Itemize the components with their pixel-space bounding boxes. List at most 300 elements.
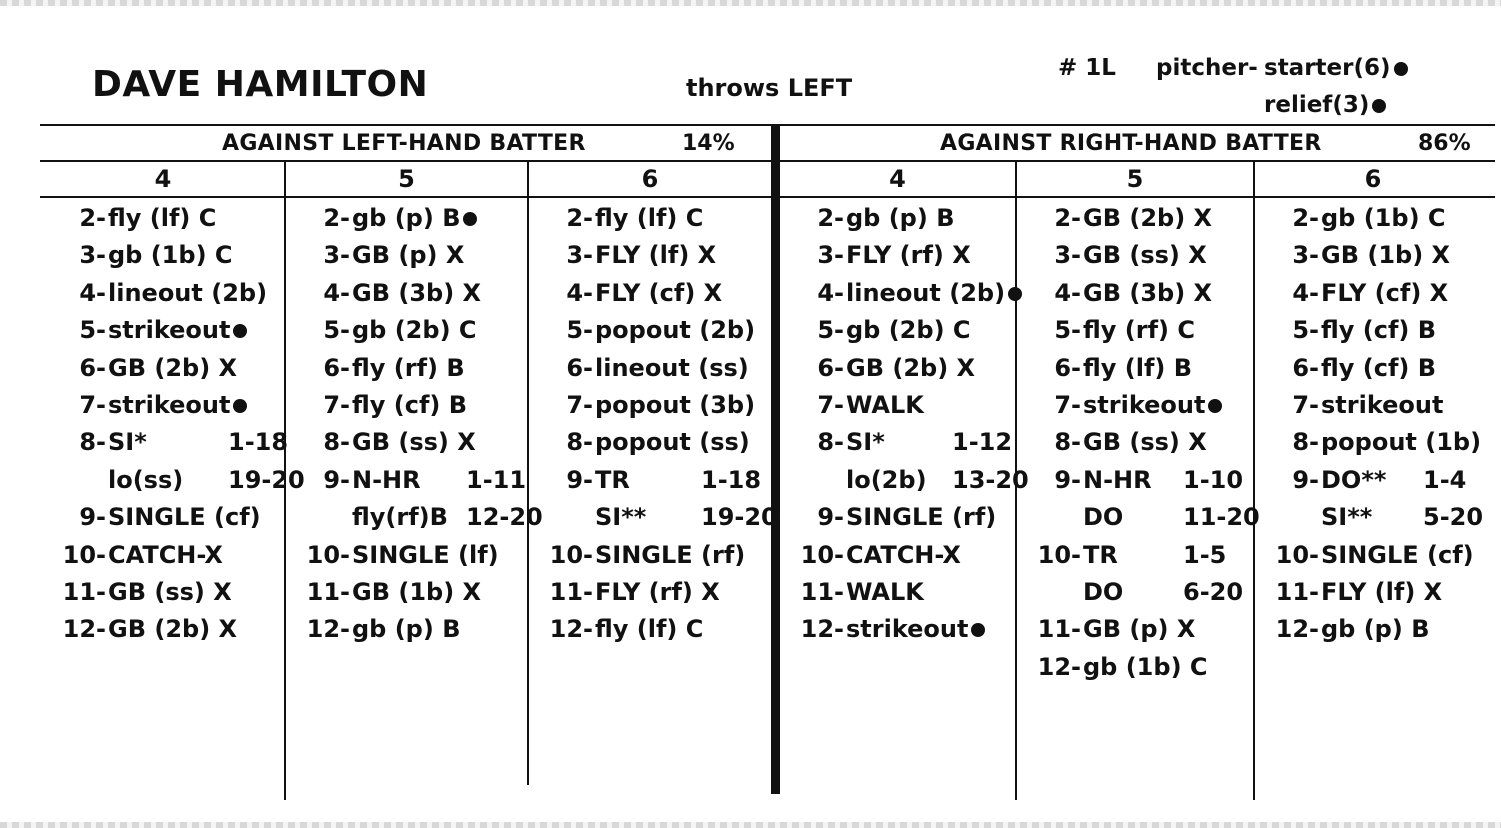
result-label: lo(2b): [846, 465, 927, 494]
result-label: FLY (lf) X: [1321, 577, 1443, 606]
dice-roll: 10-: [800, 540, 844, 569]
result-label: fly (lf) C: [108, 204, 217, 232]
result-entry: [1033, 424, 1251, 461]
result-text: [1083, 574, 1123, 611]
result-text: [846, 574, 924, 611]
result-text: [352, 574, 481, 611]
card-bottom-edge: [0, 822, 1501, 828]
result-entry: [302, 237, 524, 274]
result-text: [108, 200, 216, 237]
result-entry: [1271, 424, 1489, 461]
dice-roll: 6-: [1054, 353, 1081, 382]
dice-roll: 9-: [79, 503, 106, 532]
result-text: [595, 200, 703, 237]
result-entry: [545, 424, 767, 461]
result-label: popout (ss): [595, 428, 750, 457]
top-rule: [40, 124, 1495, 126]
result-label: gb (2b) C: [352, 316, 477, 345]
result-entry: [545, 499, 778, 536]
result-entry: [58, 611, 282, 648]
dice-roll: 11-: [800, 577, 844, 606]
dice-range: 1-5: [1183, 540, 1227, 569]
dice-roll: 5-: [1054, 316, 1081, 345]
result-entry: [1271, 387, 1489, 424]
result-label: fly (lf) B: [1083, 353, 1193, 382]
result-label: CATCH-X: [108, 540, 223, 569]
dot-icon: [233, 324, 247, 338]
dice-roll: 7-: [323, 390, 350, 419]
dot-icon: [1394, 62, 1408, 76]
result-text: [108, 237, 233, 274]
result-text: [108, 611, 237, 648]
dice-roll: 6-: [817, 353, 844, 382]
result-text: [352, 424, 476, 461]
result-entry: [58, 574, 282, 611]
result-label: lo(ss): [108, 465, 184, 494]
result-entry: [302, 611, 524, 648]
result-label: SINGLE (rf): [595, 540, 746, 569]
dice-roll: 11-: [1037, 615, 1081, 644]
dice-roll: 10-: [306, 540, 350, 569]
result-entry: [1033, 649, 1251, 686]
result-entry: [302, 574, 524, 611]
result-label: gb (1b) C: [108, 241, 233, 270]
result-label: SI**: [1321, 503, 1373, 532]
result-entry: [302, 387, 524, 424]
result-text: [352, 499, 448, 536]
dice-roll: 3-: [566, 241, 593, 270]
result-entry: [1033, 499, 1260, 536]
result-text: [1083, 350, 1192, 387]
dice-roll: 2-: [566, 204, 593, 232]
result-text: [352, 237, 464, 274]
result-text: [108, 275, 267, 312]
result-label: GB (ss) X: [108, 577, 232, 606]
dice-roll: 8-: [1292, 428, 1319, 457]
dice-roll: 9-: [323, 465, 350, 494]
dice-roll: 5-: [566, 316, 593, 345]
dice-roll: 9-: [817, 503, 844, 532]
result-entry: [796, 350, 1012, 387]
result-text: [595, 350, 749, 387]
right-section-percent: 86%: [1418, 131, 1471, 156]
result-entry: [545, 574, 767, 611]
dice-roll: 6-: [1292, 353, 1319, 382]
dice-roll: 2-: [323, 204, 350, 232]
result-text: [1321, 350, 1436, 387]
result-label: WALK: [846, 390, 924, 419]
result-entry: [1033, 611, 1251, 648]
starter-rating-text: starter(6): [1264, 55, 1391, 81]
result-label: CATCH-X: [846, 540, 961, 569]
result-label: lineout (ss): [595, 353, 749, 382]
result-label: fly (rf) C: [1083, 316, 1195, 345]
result-label: fly (cf) B: [1321, 316, 1437, 345]
result-entry: [545, 312, 767, 349]
result-label: popout (1b): [1321, 428, 1482, 457]
dice-roll: 4-: [1292, 278, 1319, 307]
dice-roll: 8-: [1054, 428, 1081, 457]
result-entry: [1271, 350, 1489, 387]
result-text: [846, 387, 924, 424]
result-label: strikeout: [108, 316, 231, 345]
result-entry: [796, 237, 1012, 274]
dot-icon: [463, 212, 477, 226]
result-entry: [796, 574, 1012, 611]
result-label: FLY (cf) X: [595, 278, 723, 307]
result-text: [1083, 499, 1123, 536]
dice-roll: 10-: [549, 540, 593, 569]
dice-range: 12-20: [466, 503, 543, 532]
result-text: [108, 462, 183, 499]
result-entry: [302, 462, 527, 499]
result-label: SI*: [108, 428, 147, 457]
dice-roll: 2-: [1292, 204, 1319, 232]
result-text: [352, 200, 477, 237]
dot-icon: [1208, 399, 1222, 413]
card-top-edge: [0, 0, 1501, 6]
dice-roll: 3-: [79, 241, 106, 270]
result-entry: [545, 462, 767, 499]
result-entry: [1271, 537, 1489, 574]
column-header: 5: [398, 165, 415, 193]
result-entry: [796, 275, 1012, 312]
result-column: [58, 200, 305, 649]
result-text: [1083, 200, 1212, 237]
dice-roll: 8-: [817, 428, 844, 457]
dice-roll: 8-: [566, 428, 593, 457]
result-entry: [302, 200, 524, 237]
dice-roll: 7-: [79, 390, 106, 419]
result-label: DO: [1083, 503, 1124, 532]
result-text: [108, 387, 247, 424]
result-text: [108, 312, 247, 349]
result-label: SINGLE (lf): [352, 540, 499, 569]
result-entry: [302, 312, 524, 349]
column-header: 6: [641, 165, 659, 193]
result-entry: [58, 537, 282, 574]
result-label: SI*: [846, 428, 885, 457]
result-label: DO: [1083, 577, 1124, 606]
dice-roll: 12-: [549, 615, 593, 644]
result-label: FLY (lf) X: [595, 241, 717, 270]
dice-roll: 12-: [62, 615, 106, 644]
result-text: [846, 499, 996, 536]
result-entry: [58, 387, 282, 424]
result-text: [595, 574, 720, 611]
column-divider: [1253, 160, 1255, 800]
result-label: FLY (rf) X: [846, 241, 971, 270]
result-entry: [58, 237, 282, 274]
result-text: [1321, 275, 1448, 312]
dice-roll: 11-: [306, 577, 350, 606]
dice-range: 11-20: [1183, 503, 1260, 532]
result-entry: [1033, 200, 1251, 237]
pitcher-label: pitcher-: [1156, 55, 1258, 81]
result-entry: [545, 350, 767, 387]
column-header: 4: [154, 165, 172, 193]
result-label: GB (3b) X: [1083, 278, 1213, 307]
result-label: strikeout: [846, 615, 969, 644]
result-label: FLY (rf) X: [595, 577, 720, 606]
result-text: [1321, 237, 1450, 274]
result-text: [1083, 424, 1207, 461]
dice-roll: 2-: [1054, 204, 1081, 232]
result-entry: [545, 200, 767, 237]
left-section-percent: 14%: [682, 131, 735, 156]
dice-roll: 5-: [817, 316, 844, 345]
relief-rating-text: relief(3): [1264, 92, 1370, 118]
dice-roll: 7-: [1054, 390, 1081, 419]
result-column: [1033, 200, 1260, 686]
dice-roll: 3-: [1054, 241, 1081, 270]
result-text: [846, 537, 961, 574]
result-entry: [1271, 312, 1489, 349]
result-entry: [1033, 387, 1251, 424]
player-name: DAVE HAMILTON: [92, 64, 429, 105]
result-column: [545, 200, 778, 649]
result-text: [108, 537, 223, 574]
dice-roll: 4-: [323, 278, 350, 307]
dice-roll: 6-: [323, 353, 350, 382]
result-entry: [545, 275, 767, 312]
dice-range: 1-12: [952, 428, 1013, 457]
result-label: GB (1b) X: [1321, 241, 1451, 270]
dice-range: 1-18: [228, 428, 289, 457]
result-text: [352, 462, 421, 499]
result-label: gb (p) B: [352, 615, 461, 644]
result-entry: [545, 237, 767, 274]
dice-roll: 10-: [1037, 540, 1081, 569]
result-label: SINGLE (cf): [108, 503, 261, 532]
result-label: TR: [595, 465, 630, 494]
result-entry: [58, 424, 289, 461]
dice-roll: 9-: [1054, 465, 1081, 494]
result-entry: [1033, 462, 1251, 499]
result-text: [595, 537, 745, 574]
dice-range: 1-4: [1423, 465, 1467, 494]
result-text: [595, 462, 630, 499]
result-label: GB (ss) X: [1083, 428, 1207, 457]
result-label: gb (p) B: [352, 204, 461, 232]
section-rule: [40, 160, 1495, 162]
result-entry: [1033, 237, 1251, 274]
result-text: [846, 350, 975, 387]
result-entry: [1271, 237, 1489, 274]
result-entry: [302, 275, 524, 312]
result-label: WALK: [846, 577, 924, 606]
result-entry: [58, 275, 282, 312]
dice-roll: 2-: [79, 204, 106, 232]
dice-range: 1-11: [466, 465, 527, 494]
result-text: [846, 237, 971, 274]
dice-range: 6-20: [1183, 577, 1244, 606]
result-label: strikeout: [1083, 390, 1206, 419]
result-label: fly (cf) B: [352, 390, 468, 419]
result-text: [846, 611, 985, 648]
result-entry: [302, 350, 524, 387]
result-text: [352, 350, 465, 387]
result-label: N-HR: [352, 465, 421, 494]
result-text: [846, 200, 954, 237]
result-text: [595, 424, 750, 461]
dice-roll: 12-: [1037, 652, 1081, 681]
result-column: [1271, 200, 1489, 649]
result-entry: [58, 462, 305, 499]
dice-roll: 10-: [1275, 540, 1319, 569]
result-text: [595, 312, 755, 349]
result-text: [352, 275, 481, 312]
result-text: [595, 499, 646, 536]
result-entry: [796, 462, 1029, 499]
result-text: [846, 275, 1022, 312]
result-entry: [1271, 574, 1489, 611]
result-entry: [545, 611, 767, 648]
column-divider: [527, 160, 529, 785]
result-entry: [796, 424, 1012, 461]
dice-range: 1-18: [701, 465, 762, 494]
result-entry: [58, 499, 282, 536]
result-label: gb (p) B: [846, 204, 955, 232]
column-header: 4: [889, 165, 906, 193]
result-column: [302, 200, 543, 649]
column-header: 6: [1364, 165, 1382, 193]
result-entry: [796, 537, 1012, 574]
dice-range: 19-20: [701, 503, 778, 532]
result-text: [846, 462, 927, 499]
dice-roll: 9-: [1292, 465, 1319, 494]
left-section-title: AGAINST LEFT-HAND BATTER: [222, 131, 586, 156]
result-entry: [1033, 574, 1251, 611]
dice-roll: 8-: [323, 428, 350, 457]
result-label: GB (ss) X: [1083, 241, 1207, 270]
result-text: [108, 424, 147, 461]
column-header-rule: [40, 196, 1495, 198]
result-entry: [1033, 312, 1251, 349]
result-text: [1321, 387, 1443, 424]
result-entry: [1033, 350, 1251, 387]
result-text: [1321, 499, 1372, 536]
dice-roll: 12-: [306, 615, 350, 644]
result-label: GB (2b) X: [108, 353, 238, 382]
result-label: GB (2b) X: [1083, 204, 1213, 232]
result-entry: [302, 424, 524, 461]
result-column: [796, 200, 1029, 649]
result-text: [1083, 387, 1222, 424]
dice-range: 5-20: [1423, 503, 1484, 532]
result-text: [1321, 611, 1429, 648]
dice-roll: 9-: [566, 465, 593, 494]
relief-rating: [1264, 92, 1386, 118]
result-entry: [302, 499, 543, 536]
result-label: strikeout: [1321, 390, 1444, 419]
result-text: [1321, 574, 1442, 611]
starter-rating: [1264, 55, 1408, 81]
dice-roll: 12-: [800, 615, 844, 644]
result-label: fly (lf) C: [595, 204, 704, 232]
dice-roll: 11-: [1275, 577, 1319, 606]
result-label: lineout (2b): [846, 278, 1006, 307]
result-text: [595, 237, 716, 274]
dice-roll: 11-: [549, 577, 593, 606]
result-text: [108, 350, 237, 387]
result-label: strikeout: [108, 390, 231, 419]
result-label: SINGLE (cf): [1321, 540, 1474, 569]
result-text: [352, 611, 460, 648]
dice-roll: 8-: [79, 428, 106, 457]
result-text: [846, 312, 971, 349]
result-entry: [796, 387, 1012, 424]
result-entry: [1271, 499, 1489, 536]
dice-roll: 4-: [1054, 278, 1081, 307]
result-text: [1321, 200, 1446, 237]
dice-roll: 3-: [1292, 241, 1319, 270]
result-text: [1083, 462, 1152, 499]
result-entry: [796, 312, 1012, 349]
result-text: [1083, 611, 1195, 648]
dice-roll: 6-: [79, 353, 106, 382]
result-text: [1083, 537, 1118, 574]
dice-roll: 10-: [62, 540, 106, 569]
result-entry: [796, 499, 1012, 536]
dice-roll: 7-: [817, 390, 844, 419]
result-entry: [1271, 462, 1489, 499]
card-number: # 1L: [1058, 55, 1116, 81]
dice-roll: 5-: [79, 316, 106, 345]
result-label: fly (rf) B: [352, 353, 465, 382]
result-entry: [796, 200, 1012, 237]
result-entry: [1033, 537, 1251, 574]
result-text: [846, 424, 885, 461]
result-label: popout (2b): [595, 316, 756, 345]
dot-icon: [1008, 287, 1022, 301]
result-label: SINGLE (rf): [846, 503, 997, 532]
result-text: [352, 537, 499, 574]
result-text: [1083, 649, 1208, 686]
result-text: [1083, 275, 1212, 312]
result-entry: [58, 350, 282, 387]
result-text: [1321, 462, 1386, 499]
result-label: GB (1b) X: [352, 577, 482, 606]
result-label: gb (1b) C: [1083, 652, 1208, 681]
right-section-title: AGAINST RIGHT-HAND BATTER: [940, 131, 1322, 156]
result-entry: [1271, 611, 1489, 648]
dice-roll: 4-: [817, 278, 844, 307]
result-entry: [58, 312, 282, 349]
result-text: [595, 611, 703, 648]
result-label: gb (2b) C: [846, 316, 971, 345]
result-label: fly (cf) B: [1321, 353, 1437, 382]
dot-icon: [233, 399, 247, 413]
result-text: [108, 499, 261, 536]
result-label: fly (lf) C: [595, 615, 704, 644]
result-label: gb (p) B: [1321, 615, 1430, 644]
result-text: [1321, 537, 1474, 574]
dice-roll: 5-: [1292, 316, 1319, 345]
result-text: [1321, 424, 1481, 461]
result-text: [352, 312, 477, 349]
dice-roll: 5-: [323, 316, 350, 345]
result-label: GB (p) X: [1083, 615, 1196, 644]
result-label: GB (ss) X: [352, 428, 476, 457]
result-label: GB (2b) X: [108, 615, 238, 644]
result-label: GB (2b) X: [846, 353, 976, 382]
result-entry: [302, 537, 524, 574]
result-text: [1083, 237, 1207, 274]
result-label: TR: [1083, 540, 1118, 569]
dice-roll: 12-: [1275, 615, 1319, 644]
result-text: [1083, 312, 1195, 349]
